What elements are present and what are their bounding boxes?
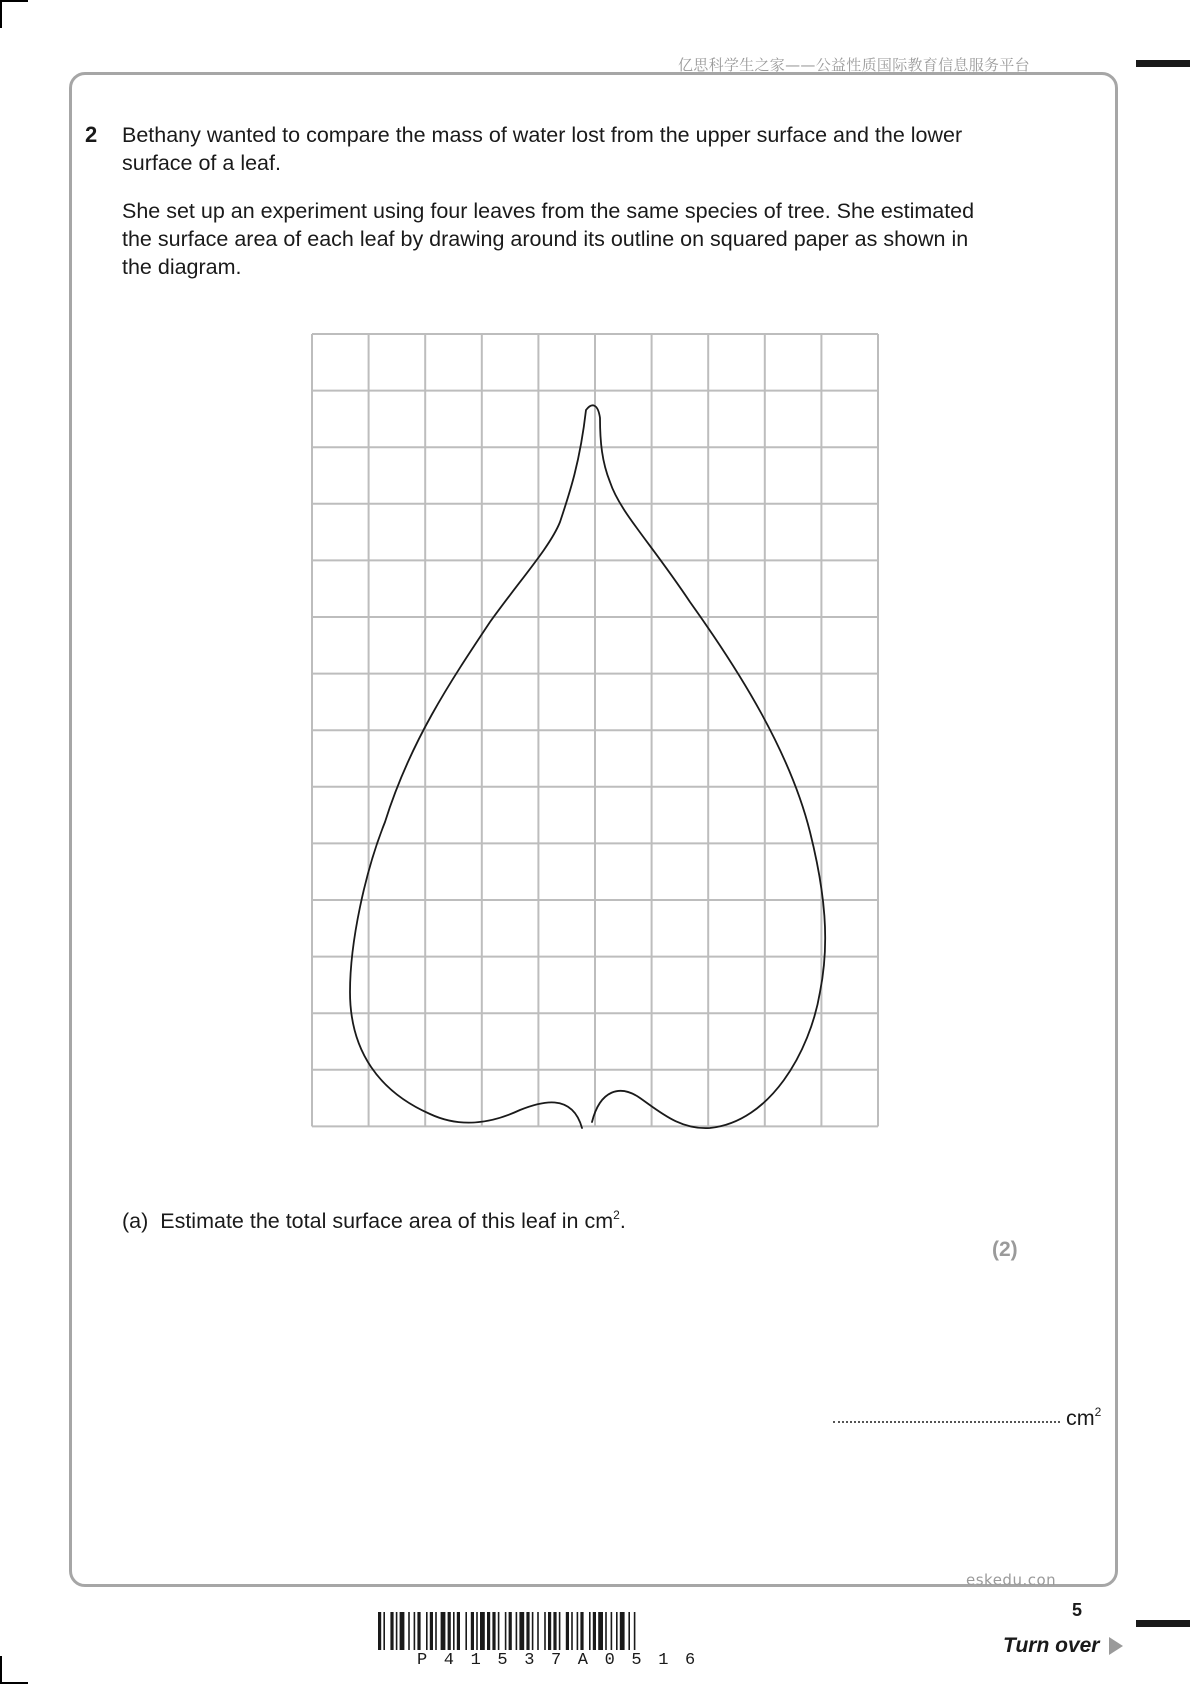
page-number: 5 bbox=[1072, 1600, 1083, 1620]
barcode-bar bbox=[616, 1612, 618, 1650]
barcode-bar bbox=[378, 1612, 381, 1650]
barcode-bar bbox=[611, 1612, 613, 1650]
part-a-superscript: 2 bbox=[613, 1208, 620, 1222]
question-paragraph-1: Bethany wanted to compare the mass of water lost from the upper surface and the lower surface of a leaf. bbox=[122, 123, 963, 175]
barcode-bar bbox=[480, 1612, 485, 1650]
barcode-bar bbox=[577, 1612, 579, 1650]
barcode-bar bbox=[553, 1612, 556, 1650]
barcode-bar bbox=[526, 1612, 529, 1650]
barcode-bar bbox=[457, 1612, 460, 1650]
barcode-bar bbox=[465, 1612, 467, 1650]
barcode-bar bbox=[519, 1612, 524, 1650]
barcode-bar bbox=[620, 1612, 625, 1650]
barcode-bar bbox=[430, 1612, 433, 1650]
barcode-bar bbox=[396, 1612, 398, 1650]
edge-bar-bottom bbox=[1136, 1620, 1190, 1627]
answer-unit-superscript: 2 bbox=[1094, 1405, 1102, 1419]
barcode-bar bbox=[505, 1612, 507, 1650]
barcode-bar bbox=[566, 1612, 569, 1650]
barcode-bar bbox=[598, 1612, 603, 1650]
crop-mark-top-left-h bbox=[0, 0, 28, 2]
barcode-bar bbox=[628, 1612, 630, 1650]
grid-lines bbox=[312, 334, 878, 1126]
barcode-bar bbox=[580, 1612, 583, 1650]
barcode-bar bbox=[426, 1612, 428, 1650]
barcode-bar bbox=[537, 1612, 539, 1650]
part-a-text: Estimate the total surface area of this leaf in cm bbox=[160, 1209, 614, 1233]
barcode-bar bbox=[544, 1612, 546, 1650]
barcode-bar bbox=[532, 1612, 534, 1650]
barcode-bar bbox=[471, 1612, 474, 1650]
part-a-prompt bbox=[122, 1208, 626, 1234]
barcode-bar bbox=[589, 1612, 591, 1650]
barcode-bar bbox=[383, 1612, 385, 1650]
barcode-bar bbox=[400, 1612, 405, 1650]
barcode-bar bbox=[441, 1612, 446, 1650]
barcode-bar bbox=[634, 1612, 636, 1650]
barcode-bar bbox=[453, 1612, 455, 1650]
barcode-bar bbox=[492, 1612, 495, 1650]
barcode-bar bbox=[509, 1612, 512, 1650]
answer-unit bbox=[1066, 1405, 1101, 1431]
right-triangle-icon bbox=[1109, 1637, 1123, 1655]
turn-over-link[interactable] bbox=[1003, 1634, 1123, 1658]
barcode-bar bbox=[593, 1612, 596, 1650]
part-a-label: (a) bbox=[122, 1209, 149, 1233]
barcode-text: P41537A0516 bbox=[417, 1651, 712, 1670]
barcode-bar bbox=[559, 1612, 561, 1650]
footer-watermark: eskedu.con bbox=[966, 1571, 1057, 1589]
marks-badge: (2) bbox=[992, 1238, 1018, 1261]
barcode-bar bbox=[448, 1612, 451, 1650]
leaf-outline-icon bbox=[350, 405, 825, 1128]
turn-over-label: Turn over bbox=[1003, 1634, 1100, 1657]
barcode-bar bbox=[476, 1612, 478, 1650]
edge-bar-top bbox=[1136, 60, 1190, 67]
question-number: 2 bbox=[85, 122, 98, 147]
question-paragraph-2: She set up an experiment using four leaves from the same species of tree. She estimated the surface area of each leaf by drawing around its outline on squared paper as shown in the diagram. bbox=[122, 199, 975, 279]
crop-mark-top-left-v bbox=[0, 0, 2, 28]
barcode-bar bbox=[417, 1612, 420, 1650]
barcode-bar bbox=[498, 1612, 500, 1650]
barcode-bar bbox=[408, 1612, 410, 1650]
answer-unit-text: cm bbox=[1066, 1406, 1095, 1430]
part-a-end: . bbox=[619, 1209, 626, 1233]
squared-paper-diagram bbox=[310, 332, 880, 1132]
header-watermark: 亿思科学生之家——公益性质国际教育信息服务平台 bbox=[678, 56, 1030, 74]
barcode-icon bbox=[378, 1612, 810, 1650]
barcode-bar bbox=[548, 1612, 551, 1650]
barcode-bar bbox=[435, 1612, 437, 1650]
answer-input-line[interactable] bbox=[833, 1421, 1060, 1423]
barcode-bar bbox=[571, 1612, 573, 1650]
barcode-bar bbox=[414, 1612, 416, 1650]
barcode-bar bbox=[390, 1612, 393, 1650]
barcode-bar bbox=[516, 1612, 518, 1650]
barcode-bar bbox=[605, 1612, 607, 1650]
barcode-bar bbox=[487, 1612, 490, 1650]
crop-mark-bottom-left-v bbox=[0, 1656, 2, 1684]
